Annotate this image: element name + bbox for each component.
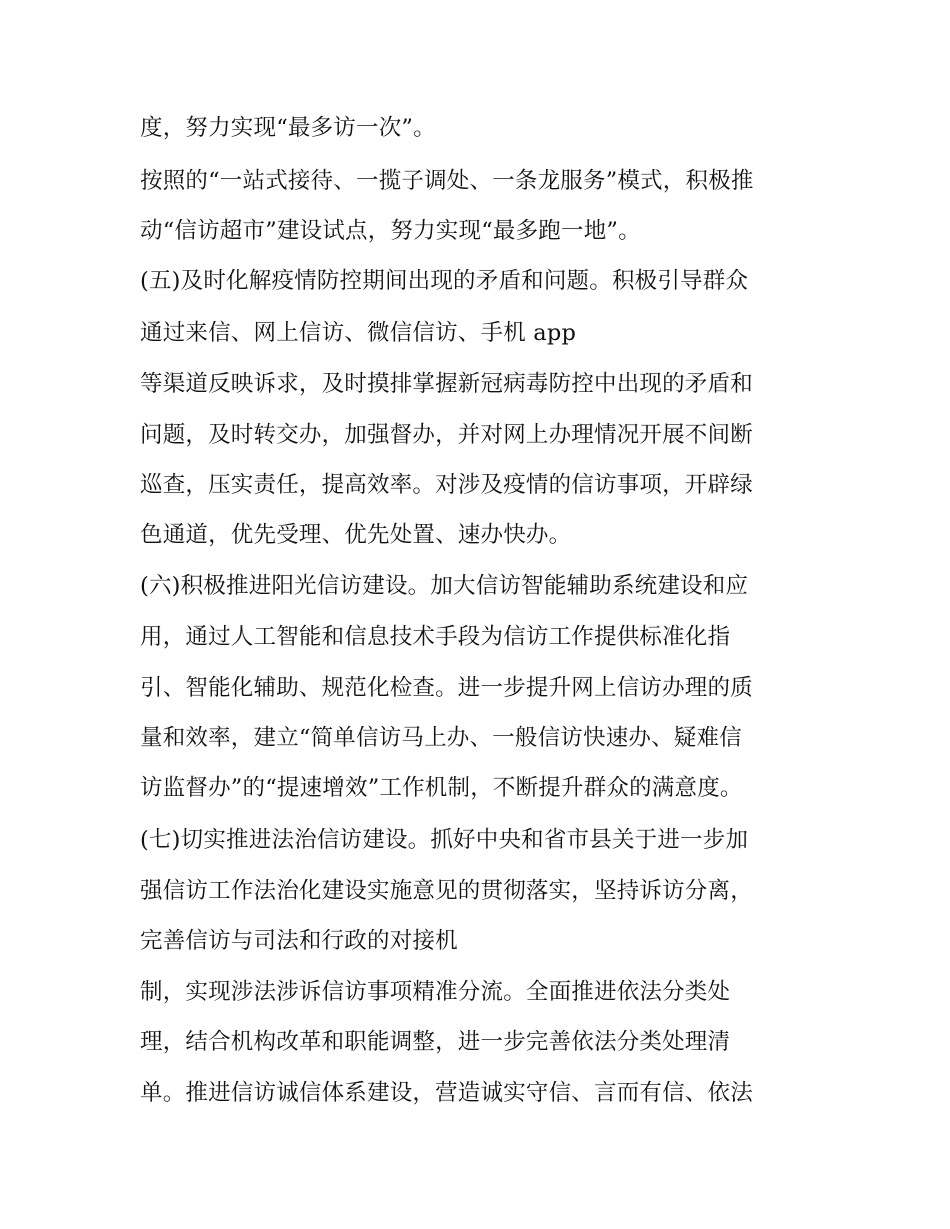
text-line: 等渠道反映诉求，及时摸排掌握新冠病毒防控中出现的矛盾和 <box>140 371 753 397</box>
text-line: (七)切实推进法治信访建设。抓好中央和省市县关于进一步加 <box>140 827 749 853</box>
text-line: 动“信访超市”建设试点，努力实现“最多跑一地”。 <box>140 218 641 244</box>
text-line: 单。推进信访诚信体系建设，营造诚实守信、言而有信、依法 <box>140 1080 753 1106</box>
text-line: 访监督办”的“提速增效”工作机制，不断提升群众的满意度。 <box>140 775 743 801</box>
text-line: 色通道，优先受理、优先处置、速办快办。 <box>140 522 572 548</box>
text-line: 问题，及时转交办，加强督办，并对网上办理情况开展不间断 <box>140 422 753 448</box>
text-line: 强信访工作法治化建设实施意见的贯彻落实，坚持诉访分离， <box>140 878 753 904</box>
text-line: 引、智能化辅助、规范化检查。进一步提升网上信访办理的质 <box>140 675 753 701</box>
text-line: 巡查，压实责任，提高效率。对涉及疫情的信访事项，开辟绿 <box>140 472 753 498</box>
text-line: 按照的“一站式接待、一揽子调处、一条龙服务”模式，积极推 <box>140 168 754 194</box>
text-line: 用，通过人工智能和信息技术手段为信访工作提供标准化指 <box>140 624 731 650</box>
text-line: 通过来信、网上信访、微信信访、手机 app <box>140 320 577 346</box>
text-line: 完善信访与司法和行政的对接机 <box>140 928 458 954</box>
text-line: 理，结合机构改革和职能调整，进一步完善依法分类处理清 <box>140 1029 731 1055</box>
text-line: (六)积极推进阳光信访建设。加大信访智能辅助系统建设和应 <box>140 573 749 599</box>
text-line: 制，实现涉法涉诉信访事项精准分流。全面推进依法分类处 <box>140 979 731 1005</box>
text-line: 量和效率，建立“简单信访马上办、一般信访快速办、疑难信 <box>140 725 742 751</box>
text-line: 度，努力实现“最多访一次”。 <box>140 115 436 141</box>
text-line: (五)及时化解疫情防控期间出现的矛盾和问题。积极引导群众 <box>140 268 749 294</box>
